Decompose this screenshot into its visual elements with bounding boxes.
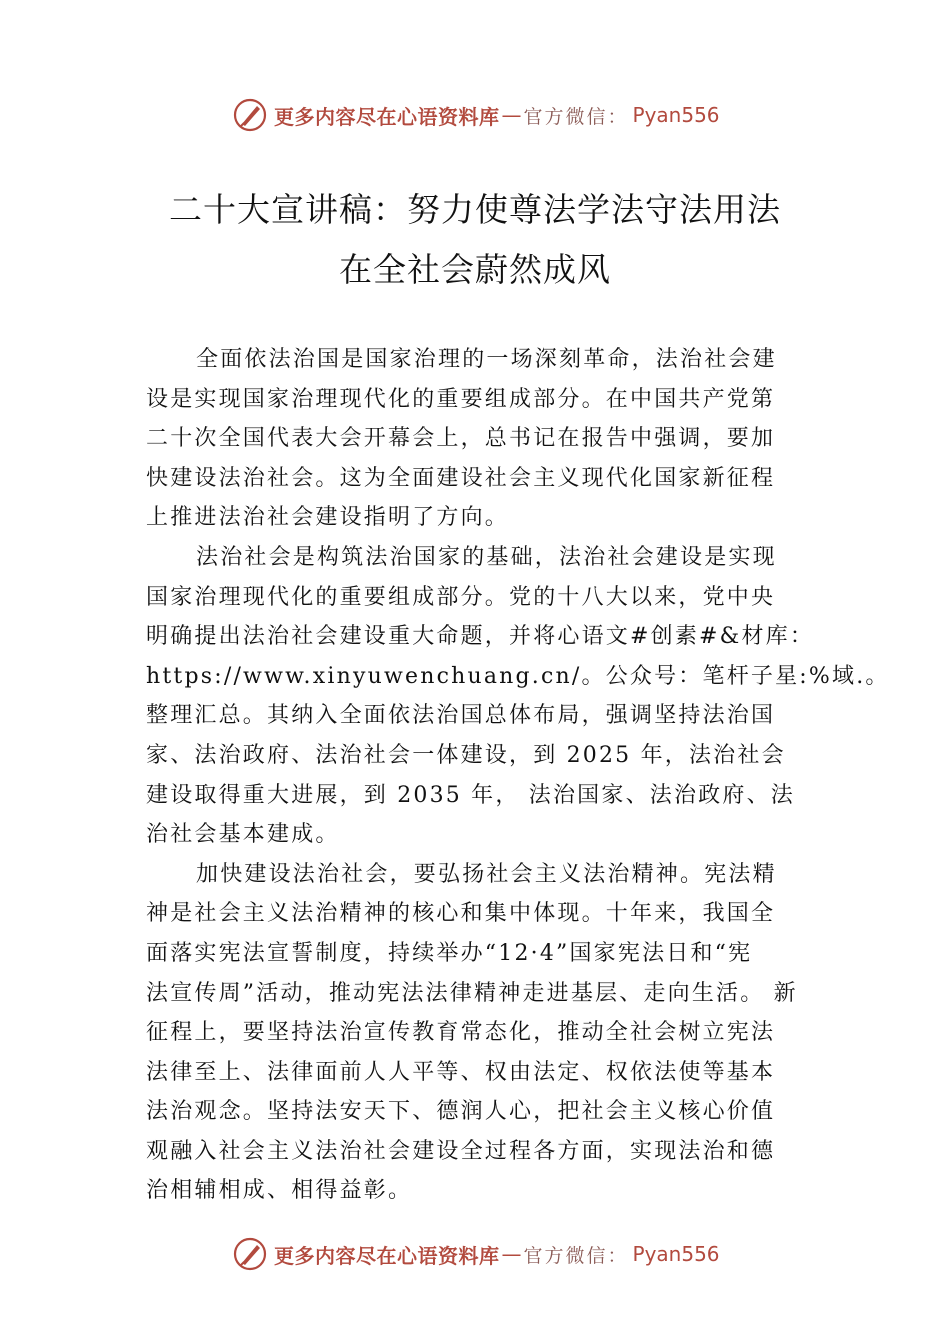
text-line: 二十次全国代表大会开幕会上，总书记在报告中强调，要加 — [146, 426, 776, 452]
banner-text: 更多内容尽在心语资料库 — [274, 104, 500, 129]
text-line: 法宣传周”活动，推动宪法法律精神走进基层、走向生活。 新 — [146, 980, 798, 1006]
footer-banner — [232, 1234, 720, 1274]
text-line: 治相辅相成、相得益彰。 — [146, 1178, 413, 1204]
text-line: 明确提出法治社会建设重大命题，并将心语文#创素#&材库： — [146, 624, 815, 650]
text-line: 加快建设法治社会，要弘扬社会主义法治精神。宪法精 — [196, 861, 777, 887]
text-line: 整理汇总。其纳入全面依法治国总体布局，强调坚持法治国 — [146, 703, 776, 729]
banner-wechat-label: 官方微信： — [523, 1244, 629, 1267]
header-banner — [232, 95, 720, 135]
text-line: 法律至上、法律面前人人平等、权由法定、权依法使等基本 — [146, 1059, 776, 1085]
text-line: 上推进法治社会建设指明了方向。 — [146, 505, 510, 531]
banner-wechat-id: Pyan556 — [632, 103, 720, 127]
quill-logo-icon — [232, 1236, 268, 1272]
text-line: 快建设法治社会。这为全面建设社会主义现代化国家新征程 — [146, 465, 776, 491]
paragraph-2 — [146, 538, 890, 855]
text-line: 设是实现国家治理现代化的重要组成部分。在中国共产党第 — [146, 386, 776, 412]
banner-wechat-label: 官方微信： — [523, 105, 629, 128]
document-title-line-2: 在全社会蔚然成风 — [339, 250, 611, 289]
text-line: 面落实宪法宣誓制度，持续举办“12·4”国家宪法日和“宪 — [146, 940, 753, 966]
banner-text: 更多内容尽在心语资料库 — [274, 1243, 500, 1268]
text-line: 家、法治政府、法治社会一体建设，到 2025 年，法治社会 — [146, 742, 786, 768]
document-title-line-1: 二十大宣讲稿：努力使尊法学法守法用法 — [169, 190, 781, 229]
text-line: 征程上，要坚持法治宣传教育常态化，推动全社会树立宪法 — [146, 1020, 776, 1046]
text-line: 观融入社会主义法治社会建设全过程各方面，实现法治和德 — [146, 1138, 776, 1164]
text-line: 法治社会是构筑法治国家的基础，法治社会建设是实现 — [196, 544, 777, 570]
text-line: 治社会基本建成。 — [146, 822, 340, 848]
text-line: 国家治理现代化的重要组成部分。党的十八大以来，党中央 — [146, 584, 776, 610]
text-line: 神是社会主义法治精神的核心和集中体现。十年来，我国全 — [146, 901, 776, 927]
banner-dash: — — [501, 103, 522, 127]
text-line: 建设取得重大进展，到 2035 年， 法治国家、法治政府、法 — [146, 782, 795, 808]
quill-logo-icon — [232, 97, 268, 133]
text-line: 法治观念。坚持法安天下、德润人心，把社会主义核心价值 — [146, 1099, 776, 1125]
paragraph-1 — [146, 340, 816, 538]
text-line: 全面依法治国是国家治理的一场深刻革命，法治社会建 — [196, 347, 777, 372]
banner-dash: — — [501, 1242, 522, 1266]
document-body — [146, 340, 890, 1211]
paragraph-3 — [146, 855, 816, 1211]
text-line: https://www.xinyuwenchuang.cn/。公众号：笔杆子星:%域.。 — [146, 663, 890, 689]
banner-wechat-id: Pyan556 — [632, 1242, 720, 1266]
